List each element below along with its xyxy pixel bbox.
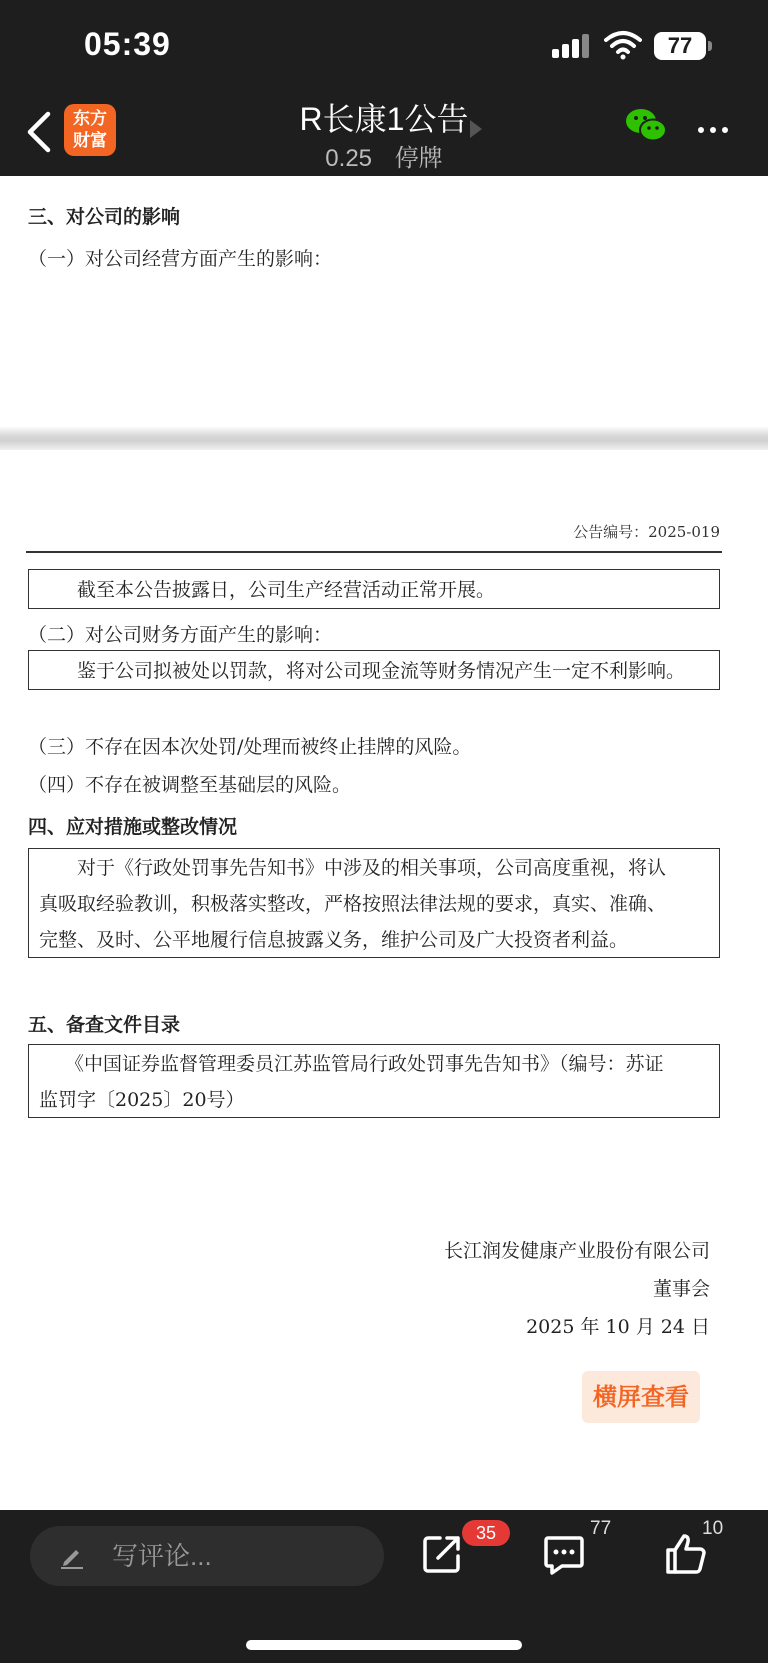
signature-board: 董事会 (652, 1278, 710, 1300)
comment-placeholder: 写评论... (112, 1541, 212, 1571)
section-4-heading: 四、应对措施或整改情况 (28, 816, 238, 838)
wechat-share-icon[interactable] (624, 106, 668, 146)
box-financial (28, 650, 720, 690)
wifi-icon (604, 30, 642, 60)
stock-price: 0.25 (325, 145, 373, 172)
signature-date: 2025 年 10 月 24 日 (526, 1316, 710, 1338)
box-measures-line-1: 对于《行政处罚事先告知书》中涉及的相关事项，公司高度重视，将认 (77, 857, 667, 879)
box-measures-line-3: 完整、及时、公平地履行信息披露义务，维护公司及广大投资者利益。 (39, 929, 629, 951)
pencil-icon (58, 1542, 86, 1570)
comment-input[interactable] (30, 1526, 384, 1586)
signature-company: 长江润发健康产业股份有限公司 (443, 1240, 710, 1262)
page-separator (0, 426, 768, 450)
home-indicator (246, 1640, 522, 1650)
bottom-action-bar (0, 1510, 768, 1663)
status-time: 05:39 (84, 26, 171, 62)
trading-state: 停牌 (394, 145, 443, 172)
like-count: 10 (702, 1518, 724, 1539)
header-rule (26, 551, 722, 553)
box-documents-line-2: 监罚字〔2025〕20号） (39, 1089, 245, 1111)
announcement-document (0, 176, 768, 1510)
page-title: R长康1公告 (299, 101, 469, 137)
share-icon[interactable] (420, 1532, 464, 1576)
item-1-text: （一）对公司经营方面产生的影响： (28, 248, 333, 270)
section-5-heading: 五、备查文件目录 (28, 1014, 181, 1036)
logo-line-2: 财富 (73, 131, 107, 150)
box-operations-text: 截至本公告披露日，公司生产经营活动正常开展。 (77, 579, 496, 601)
item-2-text: （二）对公司财务方面产生的影响： (28, 624, 333, 646)
cellular-signal-icon (552, 34, 592, 58)
landscape-view-button[interactable]: 横屏查看 (582, 1371, 700, 1423)
comment-count: 77 (590, 1518, 612, 1539)
box-operations (28, 569, 720, 609)
box-documents (28, 1044, 720, 1118)
section-3-heading: 三、对公司的影响 (28, 206, 181, 228)
top-nav-bar (0, 92, 768, 176)
logo-line-1: 东方 (73, 109, 107, 128)
share-count-badge: 35 (462, 1520, 510, 1546)
comments-icon[interactable] (542, 1532, 586, 1576)
box-measures-line-2: 真吸取经验教训，积极落实整改，严格按照法律法规的要求，真实、准确、 (39, 893, 667, 915)
status-bar (0, 0, 768, 92)
battery-indicator: 77 (654, 32, 706, 60)
announcement-number: 公告编号：2025-019 (573, 523, 720, 541)
box-measures (28, 848, 720, 958)
box-documents-line-1: 《中国证券监督管理委员江苏监管局行政处罚事先告知书》（编号：苏证 (65, 1053, 664, 1075)
more-options-icon[interactable] (698, 120, 738, 132)
play-arrow-icon[interactable] (470, 120, 482, 138)
item-3-text: （三）不存在因本次处罚/处理而被终止挂牌的风险。 (28, 736, 472, 758)
box-financial-text: 鉴于公司拟被处以罚款，将对公司现金流等财务情况产生一定不利影响。 (77, 660, 686, 682)
item-4-text: （四）不存在被调整至基础层的风险。 (28, 774, 352, 796)
